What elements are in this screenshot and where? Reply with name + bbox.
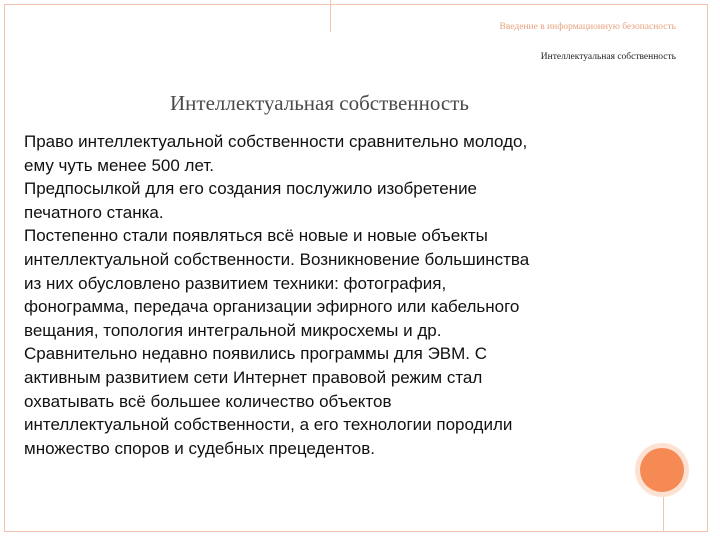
body-line: множество споров и судебных прецедентов.: [24, 438, 376, 458]
top-divider: [330, 0, 331, 32]
slide-title: Интеллектуальная собственность: [170, 91, 469, 115]
section-header: Интеллектуальная собственность: [540, 52, 676, 62]
body-line: вещания, топология интегральной микросхемы и др.: [24, 320, 442, 340]
bottom-divider: [663, 497, 664, 532]
body-line: ему чуть менее 500 лет.: [24, 155, 214, 175]
decorative-circle: [640, 448, 684, 492]
body-line: печатного станка.: [24, 202, 164, 222]
course-header: Введение в информационную безопасность: [499, 22, 676, 32]
body-line: интеллектуальной собственности, а его технологии породили: [24, 415, 513, 435]
body-line: интеллектуальной собственности. Возникновение большинства: [24, 249, 530, 269]
body-line: Предпосылкой для его создания послужило изобретение: [24, 179, 478, 199]
slide-body: [24, 130, 654, 460]
body-line: Постепенно стали появляться всё новые и новые объекты: [24, 226, 488, 246]
body-line: Право интеллектуальной собственности сравнительно молодо,: [24, 132, 528, 151]
body-line: охватывать всё большее количество объектов: [24, 391, 392, 411]
body-line: из них обусловлено развитием техники: фотография,: [24, 273, 447, 293]
body-line: Сравнительно недавно появились программы для ЭВМ. С: [24, 344, 488, 364]
body-line: фонограмма, передача организации эфирного или кабельного: [24, 297, 520, 317]
body-line: активным развитием сети Интернет правовой режим стал: [24, 367, 483, 387]
